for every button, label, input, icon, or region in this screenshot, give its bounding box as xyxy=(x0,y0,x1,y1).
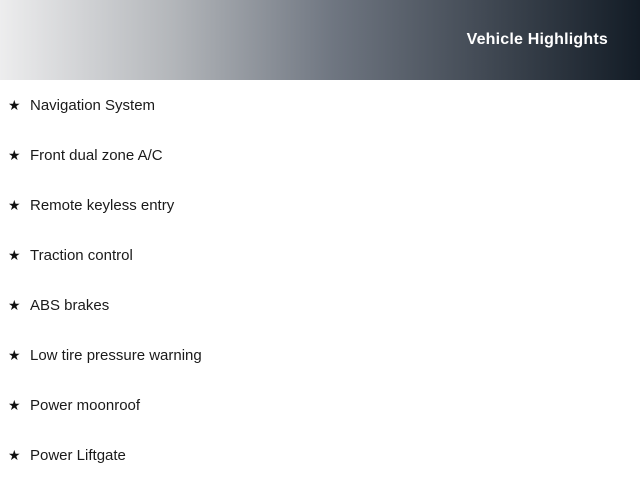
star-icon: ★ xyxy=(8,97,21,113)
list-item-label: Traction control xyxy=(30,246,133,264)
list-item xyxy=(0,130,640,180)
list-item xyxy=(0,80,640,130)
list-item-label: Power Liftgate xyxy=(30,446,126,464)
list-item-label: Front dual zone A/C xyxy=(30,146,163,164)
star-icon: ★ xyxy=(8,447,21,463)
list-item xyxy=(0,280,640,330)
vehicle-highlights-list xyxy=(0,80,640,480)
page-title: Vehicle Highlights xyxy=(466,31,608,48)
list-item-label: ABS brakes xyxy=(30,296,110,314)
star-icon: ★ xyxy=(8,297,21,313)
list-item xyxy=(0,430,640,480)
vehicle-highlights-header xyxy=(0,0,640,80)
star-icon: ★ xyxy=(8,347,21,363)
star-icon: ★ xyxy=(8,197,21,213)
list-item xyxy=(0,330,640,380)
star-icon: ★ xyxy=(8,247,21,263)
star-icon: ★ xyxy=(8,147,21,163)
list-item-label: Navigation System xyxy=(30,96,156,114)
list-item xyxy=(0,180,640,230)
star-icon: ★ xyxy=(8,397,21,413)
list-item-label: Remote keyless entry xyxy=(30,196,175,214)
list-item-label: Power moonroof xyxy=(30,396,141,414)
list-item-label: Low tire pressure warning xyxy=(30,346,202,364)
list-item xyxy=(0,380,640,430)
list-item xyxy=(0,230,640,280)
